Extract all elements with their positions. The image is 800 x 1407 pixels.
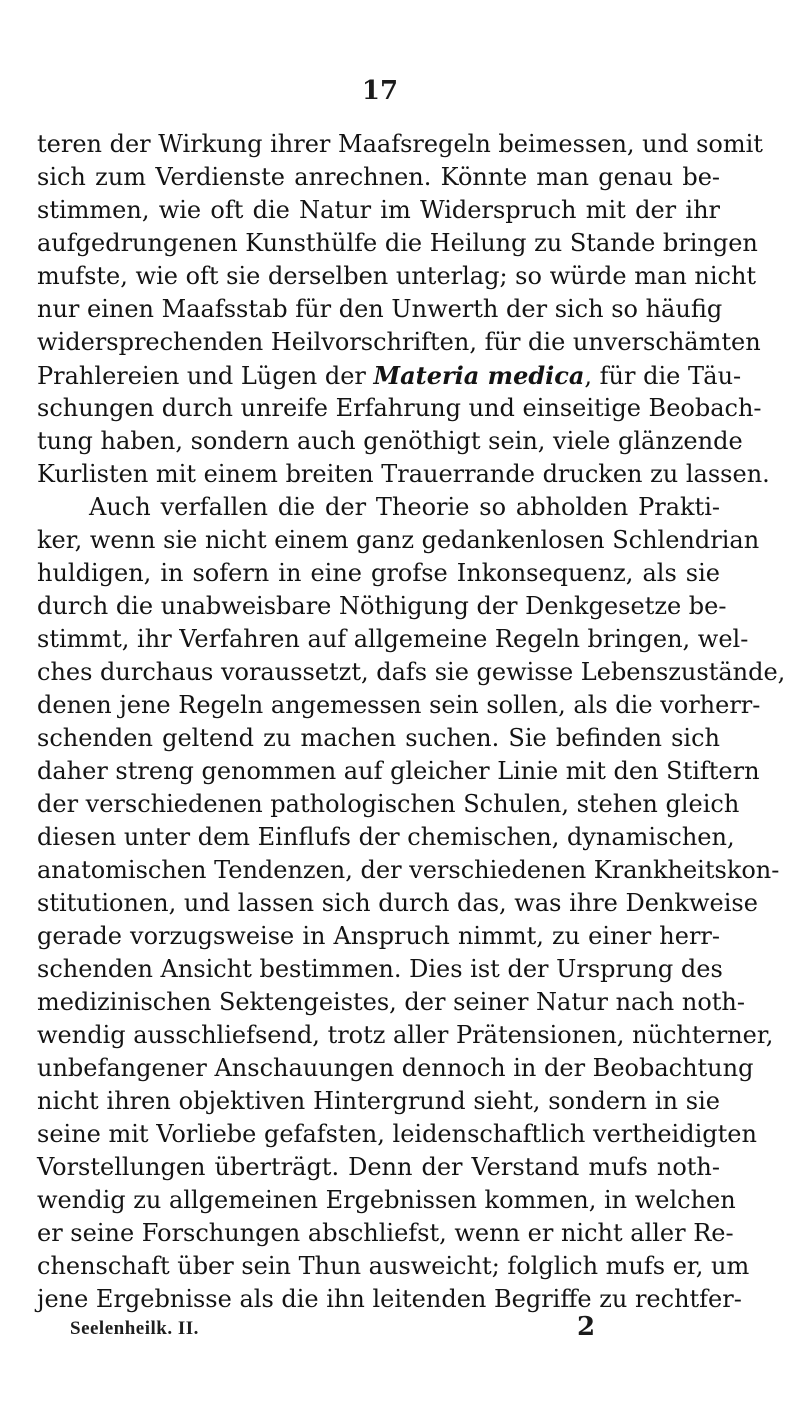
text-line: gerade vorzugsweise in Anspruch nimmt, zu einer herr-: [37, 922, 720, 950]
sheet-number: 2: [577, 1312, 596, 1342]
text-line: nur einen Maafsstab für den Unwerth der sich so häufig: [37, 295, 723, 323]
text-line: diesen unter dem Einflufs der chemischen, dynamischen,: [37, 823, 735, 851]
text-line: wendig ausschliefsend, trotz aller Prätensionen, nüchterner,: [37, 1021, 774, 1049]
text-line: sich zum Verdienste anrechnen. Könnte man genau be-: [37, 163, 720, 191]
text-line: widersprechenden Heilvorschriften, für die unverschämten: [37, 328, 761, 356]
text-line: daher streng genommen auf gleicher Linie mit den Stiftern: [37, 757, 760, 785]
text-line: schenden geltend zu machen suchen. Sie befinden sich: [37, 724, 720, 752]
text-line: denen jene Regeln angemessen sein sollen, als die vorherr-: [37, 691, 761, 719]
text-line: seine mit Vorliebe gefafsten, leidenschaftlich vertheidigten: [37, 1120, 757, 1148]
text-line: durch die unabweisbare Nöthigung der Denkgesetze be-: [37, 592, 727, 620]
paragraph-start-line: Auch verfallen die der Theorie so abholden Prakti-: [89, 493, 720, 521]
text-line: jene Ergebnisse als die ihn leitenden Begriffe zu rechtfer-: [37, 1285, 742, 1313]
text-line: [37, 359, 742, 392]
text-segment: Prahlereien und Lügen der: [37, 362, 374, 390]
text-line: wendig zu allgemeinen Ergebnissen kommen, in welchen: [37, 1186, 736, 1214]
body-text: [37, 128, 786, 1316]
text-line: stimmen, wie oft die Natur im Widerspruch mit der ihr: [37, 196, 720, 224]
text-line: der verschiedenen pathologischen Schulen, stehen gleich: [37, 790, 740, 818]
text-line: stitutionen, und lassen sich durch das, was ihre Denkweise: [37, 889, 758, 917]
text-line: medizinischen Sektengeistes, der seiner Natur nach noth-: [37, 988, 745, 1016]
text-line: nicht ihren objektiven Hintergrund sieht, sondern in sie: [37, 1087, 720, 1115]
text-line: stimmt, ihr Verfahren auf allgemeine Regeln bringen, wel-: [37, 625, 749, 653]
text-line: unbefangener Anschauungen dennoch in der Beobachtung: [37, 1054, 754, 1082]
text-line: huldigen, in sofern in eine grofse Inkonsequenz, als sie: [37, 559, 720, 587]
text-segment: , für die Täu-: [584, 362, 742, 390]
text-line: Vorstellungen überträgt. Denn der Verstand mufs noth-: [37, 1153, 720, 1181]
text-line: er seine Forschungen abschliefst, wenn er nicht aller Re-: [37, 1219, 734, 1247]
text-line: tung haben, sondern auch genöthigt sein, viele glänzende: [37, 427, 743, 455]
text-line: mufste, wie oft sie derselben unterlag; so würde man nicht: [37, 262, 757, 290]
text-line: Kurlisten mit einem breiten Trauerrande drucken zu lassen.: [37, 460, 770, 488]
emphasized-term: Materia medica: [373, 361, 585, 390]
page-number: 17: [361, 76, 399, 106]
text-line: aufgedrungenen Kunsthülfe die Heilung zu Stande bringen: [37, 229, 758, 257]
text-line: chenschaft über sein Thun ausweicht; folglich mufs er, um: [37, 1252, 750, 1280]
text-line: schungen durch unreife Erfahrung und einseitige Beobach-: [37, 394, 762, 422]
text-line: anatomischen Tendenzen, der verschiedenen Krankheitskon-: [37, 856, 780, 884]
text-line: ches durchaus voraussetzt, dafs sie gewisse Lebenszustände,: [37, 658, 786, 686]
text-line: ker, wenn sie nicht einem ganz gedankenlosen Schlendrian: [37, 526, 760, 554]
text-line: schenden Ansicht bestimmen. Dies ist der Ursprung des: [37, 955, 723, 983]
signature-mark: Seelenheilk. II.: [70, 1318, 199, 1339]
text-line: teren der Wirkung ihrer Maafsregeln beimessen, und somit: [37, 130, 763, 158]
